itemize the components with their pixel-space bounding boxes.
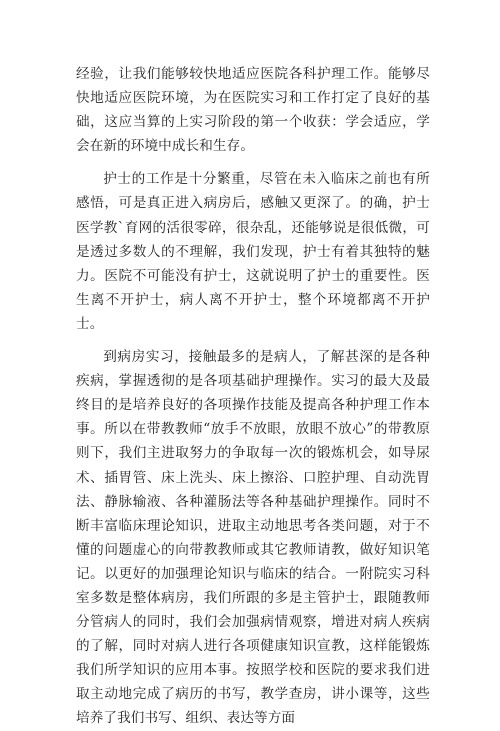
paragraph-3: 到病房实习，接触最多的是病人，了解甚深的是各种疾病，掌握透彻的是各项基础护理操作。实习的最大及最终目的是培养良好的各项操作技能及提高各种护理工作本事。所以在带教教师“放手不放眼，放眼不放心”的带教原则下，我们主进取努力的争取每一次的锻炼机会，如导尿术、插胃管、床上洗头、床上擦浴、口腔护理、自动洗胃法、静脉输液、各种灌肠法等各种基础护理操作。同时不断丰富临床理论知识，进取主动地思考各类问题，对于不懂的问题虚心的向带教教师或其它教师请教，做好知识笔记。以更好的加强理论知识与临床的结合。一附院实习科室多数是整体病房，我们所跟的多是主管护士，跟随教师分管病人的同时，我们会加强病情观察，增进对病人疾病的了解，同时对病人进行各项健康知识宣教，这样能锻炼我们所学知识的应用本事。按照学校和医院的要求我们进取主动地完成了病历的书写，教学查房，讲小课等，这些培养了我们书写、组织、表达等方面: [76, 349, 430, 727]
paragraph-1: 经验，让我们能够较快地适应医院各科护理工作。能够尽快地适应医院环境，为在医院实习和工作打定了良好的基础，这应当算的上实习阶段的第一个收获：学会适应，学会在新的环境中成长和生存。: [76, 66, 430, 155]
paragraph-2: 护士的工作是十分繁重，尽管在未入临床之前也有所感悟，可是真正进入病房后，感触又更深了。的确，护士医学教`育网的活很零碎，很杂乱，还能够说是很低微，可是透过多数人的不理解，我们发现，护士有着其独特的魅力。医院不可能没有护士，这就说明了护士的重要性。医生离不开护士，病人离不开护士，整个环境都离不开护士。: [76, 171, 430, 332]
